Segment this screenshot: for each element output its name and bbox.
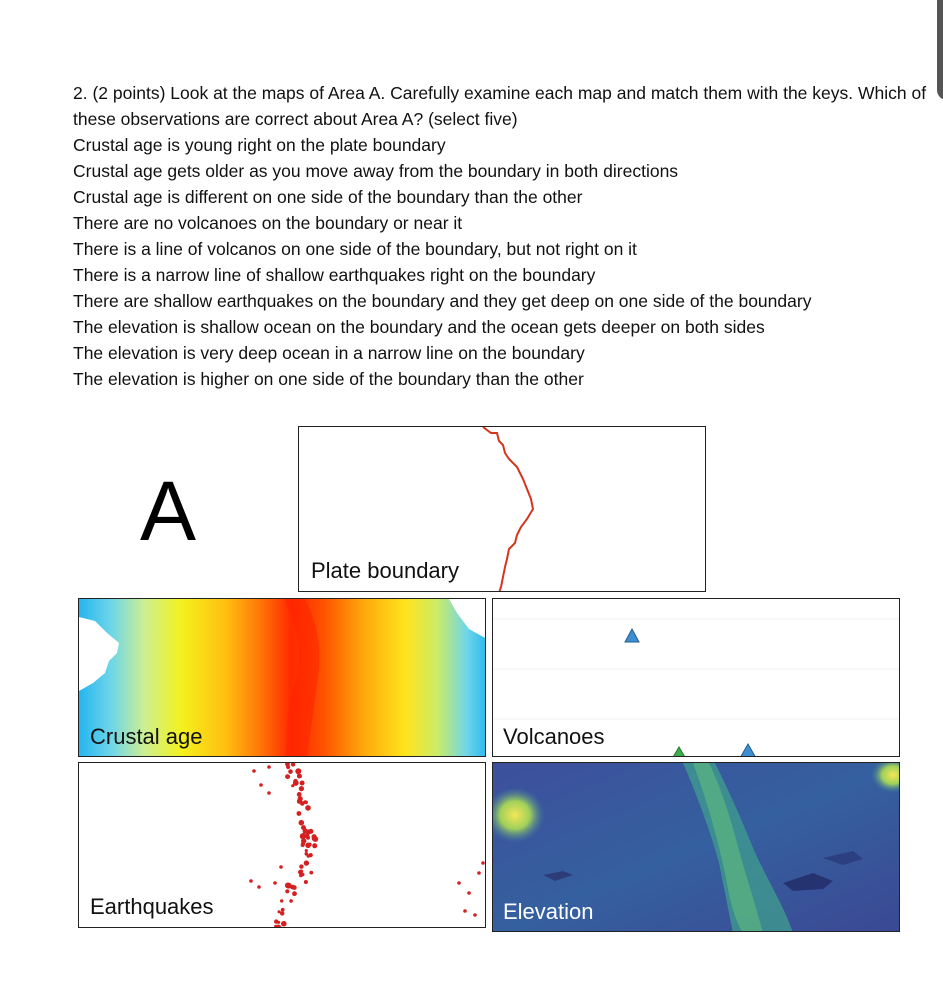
option-text: The elevation is higher on one side of the boundary than the other bbox=[73, 369, 584, 389]
crustal-age-map bbox=[78, 598, 486, 757]
earthquake-dot bbox=[280, 899, 283, 902]
plate-boundary-line bbox=[483, 427, 533, 592]
earthquake-dot bbox=[457, 881, 461, 885]
option-text: Crustal age gets older as you move away from the boundary in both directions bbox=[73, 161, 679, 181]
volcanoes-label: Volcanoes bbox=[503, 724, 605, 749]
elevation-map bbox=[492, 762, 900, 932]
earthquake-dot bbox=[297, 792, 302, 797]
earthquake-dot bbox=[279, 865, 283, 869]
earthquake-dot bbox=[291, 763, 295, 767]
question-prompt: 2. (2 points) Look at the maps of Area A. Carefully examine each map and match them with the keys. Which of these observations are correct about Area A? (select five) bbox=[73, 83, 927, 129]
earthquake-dot bbox=[477, 871, 481, 875]
option-text: There is a narrow line of shallow earthquakes right on the boundary bbox=[73, 265, 596, 285]
earthquake-dot bbox=[299, 874, 303, 878]
earthquake-dot bbox=[309, 853, 313, 857]
scrollbar-tab[interactable] bbox=[937, 0, 943, 100]
earthquake-dot bbox=[298, 774, 302, 778]
earthquake-dot bbox=[299, 820, 305, 826]
plate-boundary-label: Plate boundary bbox=[311, 558, 459, 583]
earthquake-dot bbox=[304, 860, 309, 865]
earthquake-dot bbox=[301, 842, 305, 846]
earthquake-dot bbox=[252, 769, 256, 773]
earthquake-dot bbox=[306, 829, 311, 834]
crustal-age-label: Crustal age bbox=[90, 724, 203, 749]
earthquake-dot bbox=[299, 786, 304, 791]
earthquake-dot bbox=[292, 891, 297, 896]
earthquake-dot bbox=[288, 769, 293, 774]
earthquake-dot bbox=[257, 885, 261, 889]
earthquake-dot bbox=[292, 885, 297, 890]
volcano-marker bbox=[672, 747, 686, 757]
earthquake-dot bbox=[481, 861, 485, 865]
question-block bbox=[73, 80, 933, 392]
earthquake-dot bbox=[281, 921, 287, 927]
earthquake-dot bbox=[259, 783, 263, 787]
option-text: The elevation is very deep ocean in a narrow line on the boundary bbox=[73, 343, 585, 363]
earthquake-dot bbox=[293, 779, 297, 783]
earthquake-dot bbox=[305, 805, 311, 811]
earthquake-dot bbox=[277, 921, 280, 924]
option-text: There are shallow earthquakes on the boundary and they get deep on one side of the boundary bbox=[73, 291, 812, 311]
earthquake-dot bbox=[467, 891, 471, 895]
earthquake-dot bbox=[300, 781, 305, 786]
earthquake-dot bbox=[289, 899, 293, 903]
option-text: Crustal age is young right on the plate boundary bbox=[73, 135, 446, 155]
earthquakes-map bbox=[78, 762, 486, 928]
earthquake-dot bbox=[299, 870, 303, 874]
earthquake-dot bbox=[286, 883, 292, 889]
earthquake-dot bbox=[473, 913, 477, 917]
earthquakes-label: Earthquakes bbox=[90, 894, 214, 919]
volcano-marker bbox=[625, 629, 639, 642]
earthquake-dot bbox=[267, 765, 271, 769]
earthquake-dot bbox=[291, 784, 294, 787]
earthquake-dot bbox=[312, 834, 317, 839]
earthquake-dot bbox=[304, 801, 308, 805]
earthquake-dot bbox=[281, 908, 285, 912]
volcano-marker bbox=[740, 744, 756, 757]
area-letter: A bbox=[140, 464, 197, 558]
earthquake-dot bbox=[295, 768, 301, 774]
earthquake-dot bbox=[285, 889, 289, 893]
earthquake-dot bbox=[273, 881, 277, 885]
earthquake-dot bbox=[305, 849, 308, 852]
earthquake-dot bbox=[299, 864, 303, 868]
earthquake-dot bbox=[305, 843, 311, 849]
earthquake-dot bbox=[312, 843, 317, 848]
elevation-label: Elevation bbox=[503, 899, 594, 924]
earthquake-dot bbox=[249, 879, 253, 883]
earthquake-dot bbox=[280, 911, 284, 915]
earthquake-dot bbox=[300, 833, 306, 839]
option-text: Crustal age is different on one side of the boundary than the other bbox=[73, 187, 583, 207]
option-text: There is a line of volcanos on one side of the boundary, but not right on it bbox=[73, 239, 637, 259]
option-text: The elevation is shallow ocean on the boundary and the ocean gets deeper on both sides bbox=[73, 317, 765, 337]
earthquake-dot bbox=[267, 791, 271, 795]
earthquake-dot bbox=[304, 880, 308, 884]
plate-boundary-map bbox=[298, 426, 706, 592]
earthquake-dot bbox=[309, 871, 313, 875]
earthquake-dot bbox=[297, 811, 302, 816]
earthquake-dot bbox=[305, 852, 309, 856]
earthquake-dot bbox=[297, 799, 302, 804]
earthquake-dot bbox=[286, 775, 290, 779]
earthquake-dot bbox=[463, 909, 467, 913]
volcanoes-map bbox=[492, 598, 900, 757]
earthquake-dot bbox=[301, 825, 306, 830]
option-text: There are no volcanoes on the boundary or near it bbox=[73, 213, 463, 233]
